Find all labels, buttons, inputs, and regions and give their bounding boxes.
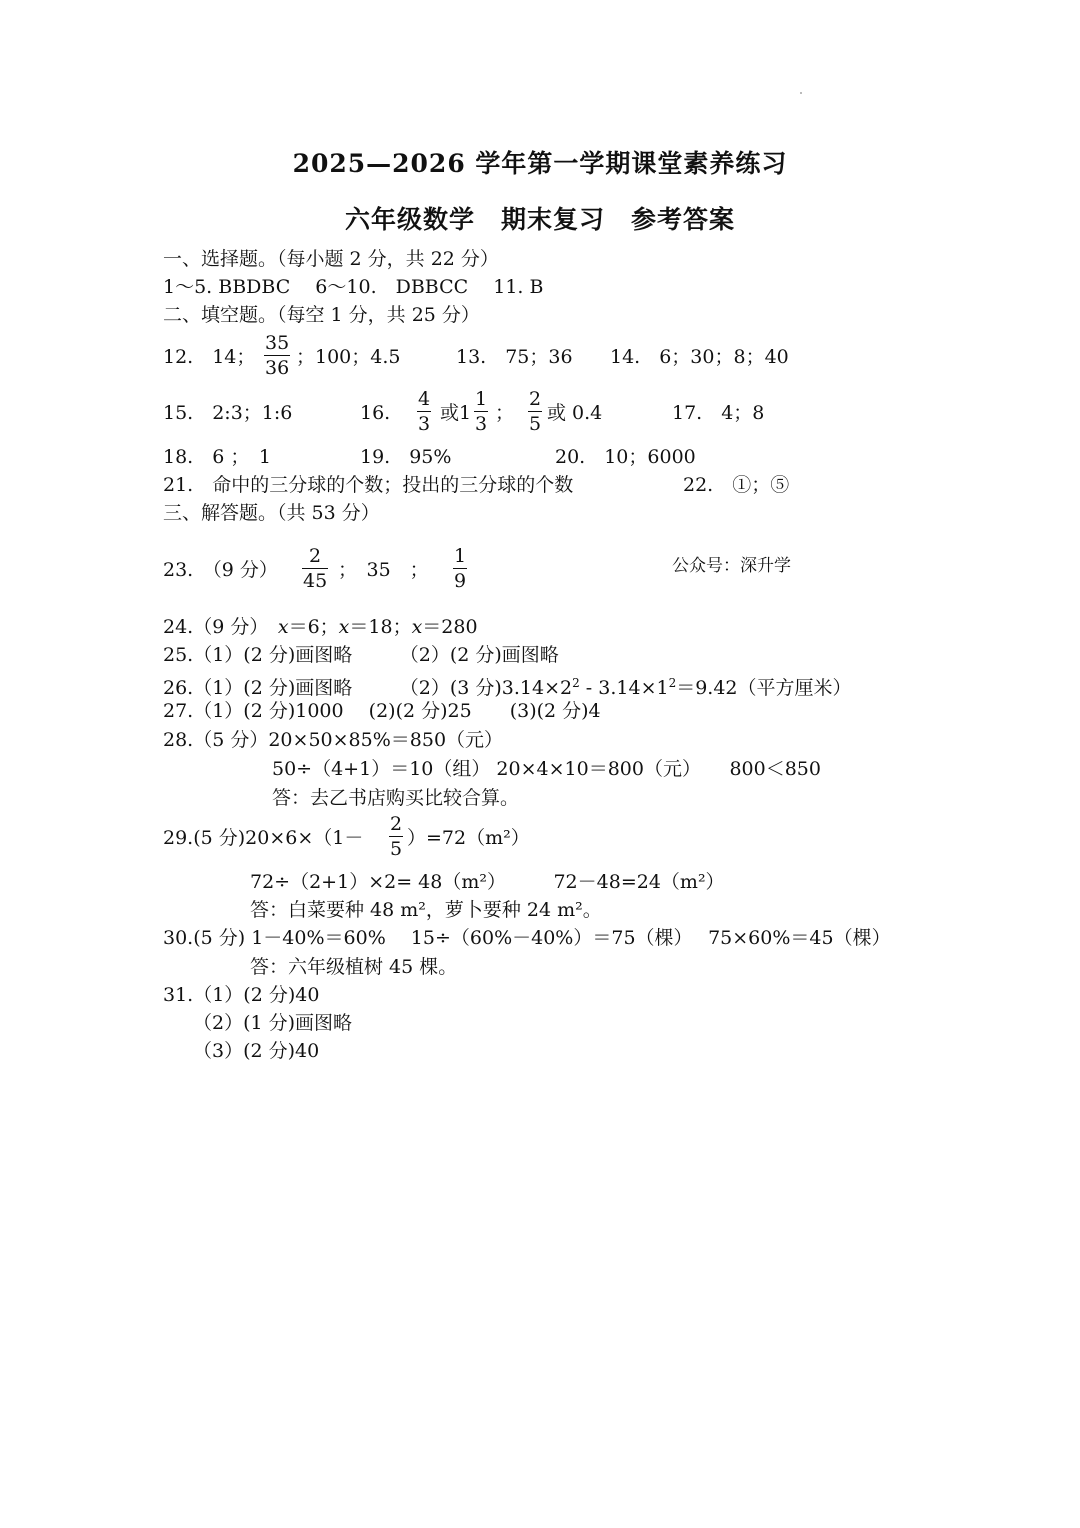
q29-suffix: ）=72（m²）	[407, 827, 530, 849]
variable-x: x	[338, 616, 350, 638]
q24-value-b: ＝18；	[349, 616, 412, 638]
q30-line-2: 答：六年级植树 45 棵。	[250, 956, 458, 978]
q16-or-1: 或1	[440, 402, 472, 424]
q14-answer: 14. 6；30；8；40	[610, 346, 789, 368]
q31-line-3: （3）(2 分)40	[193, 1040, 320, 1062]
q16-fraction-1	[417, 388, 431, 435]
q18-answer: 18. 6 ； 1	[163, 446, 271, 468]
fraction-bar	[453, 568, 467, 569]
q23-f1-numerator: 2	[309, 545, 322, 567]
fraction-bar	[264, 355, 290, 356]
fraction-bar	[389, 836, 403, 837]
q26-answer	[163, 671, 852, 700]
q29-fraction	[389, 813, 403, 860]
q29-line-2: 72÷（2+1）×2= 48（m²） 72－48=24（m²）	[250, 871, 725, 893]
q29-denominator: 5	[390, 838, 403, 860]
q12-numerator: 35	[265, 332, 290, 354]
q29-line-3: 答：白菜要种 48 m²，萝卜要种 24 m²。	[250, 899, 602, 921]
q31-line-1: 31.（1）(2 分)40	[163, 984, 320, 1006]
q28-line-2: 50÷（4+1）＝10（组） 20×4×10＝800（元） 800＜850	[272, 758, 821, 780]
q26-exponent-2: 2	[668, 676, 677, 690]
fraction-bar	[302, 568, 328, 569]
q12-denominator: 36	[265, 357, 290, 379]
q20-answer: 20. 10；6000	[555, 446, 696, 468]
q24-answer	[163, 615, 478, 639]
watermark-text: 公众号：深升学	[672, 556, 791, 576]
q25-answer: 25.（1）(2 分)画图略 （2）(2 分)画图略	[163, 644, 559, 666]
fraction-bar	[474, 411, 488, 412]
q16-f2-denominator: 3	[475, 413, 488, 435]
q28-line-3: 答：去乙书店购买比较合算。	[272, 787, 520, 809]
q15-answer: 15. 2:3；1:6	[163, 402, 293, 424]
q29-numerator: 2	[390, 813, 403, 835]
q19-answer: 19. 95%	[360, 446, 452, 468]
q27-answer: 27.（1）(2 分)1000 (2)(2 分)25 (3)(2 分)4	[163, 700, 601, 722]
q12-fraction	[264, 332, 290, 379]
q16-or-2: 或 0.4	[547, 402, 603, 424]
document-subtitle: 六年级数学 期末复习 参考答案	[344, 205, 735, 234]
q16-separator: ；	[495, 402, 515, 424]
q31-line-2: （2）(1 分)画图略	[193, 1012, 353, 1034]
section-fill-heading: 二、填空题。（每空 1 分，共 25 分）	[163, 304, 480, 326]
variable-x: x	[411, 616, 423, 638]
document-title: 2025—2026 学年第一学期课堂素养练习	[292, 149, 788, 178]
q26-part-b: - 3.14×1	[579, 677, 669, 699]
variable-x: x	[277, 616, 289, 638]
scan-speck	[800, 92, 802, 94]
q16-f1-denominator: 3	[418, 413, 431, 435]
q16-f3-denominator: 5	[529, 413, 542, 435]
q21-answer: 21. 命中的三分球的个数；投出的三分球的个数	[163, 474, 574, 496]
q23-f2-denominator: 9	[454, 570, 467, 592]
q23-middle: ； 35 ；	[338, 559, 429, 581]
q30-line-1: 30.(5 分) 1－40%＝60% 15÷（60%－40%）＝75（棵） 75×60%＝45（棵）	[163, 927, 891, 949]
q23-label: 23. （9 分）	[163, 559, 278, 581]
q12-prefix: 12. 14；	[163, 346, 256, 368]
q13-answer: 13. 75；36	[456, 346, 573, 368]
q24-value-a: ＝6；	[288, 616, 339, 638]
q24-value-c: ＝280	[422, 616, 478, 638]
q26-part-a: 26.（1）(2 分)画图略 （2）(3 分)3.14×2	[163, 677, 573, 699]
section-solve-heading: 三、解答题。（共 53 分）	[163, 502, 380, 524]
q16-f3-numerator: 2	[529, 388, 542, 410]
q28-line-1: 28.（5 分）20×50×85%＝850（元）	[163, 729, 504, 751]
q16-label: 16.	[360, 402, 391, 424]
q16-fraction-2	[474, 388, 488, 435]
q26-part-c: ＝9.42（平方厘米）	[676, 677, 852, 699]
q26-exponent-1: 2	[572, 676, 580, 690]
fraction-bar	[528, 411, 542, 412]
q23-f1-denominator: 45	[303, 570, 328, 592]
q16-f2-numerator: 1	[475, 388, 488, 410]
q29-prefix: 29.(5 分)20×6×（1－	[163, 827, 364, 849]
q23-fraction-2	[453, 545, 467, 592]
q23-f2-numerator: 1	[454, 545, 467, 567]
section-choice-heading: 一、选择题。（每小题 2 分，共 22 分）	[163, 248, 499, 270]
q16-f1-numerator: 4	[418, 388, 431, 410]
q24-label: 24.（9 分）	[163, 616, 278, 638]
fraction-bar	[417, 411, 431, 412]
q16-fraction-3	[528, 388, 542, 435]
q22-answer: 22. ①；⑤	[683, 474, 790, 496]
q12-suffix: ；100；4.5	[296, 346, 401, 368]
q17-answer: 17. 4；8	[672, 402, 765, 424]
choice-answers: 1～5. BBDBC 6～10. DBBCC 11. B	[163, 276, 544, 298]
q23-fraction-1	[302, 545, 328, 592]
